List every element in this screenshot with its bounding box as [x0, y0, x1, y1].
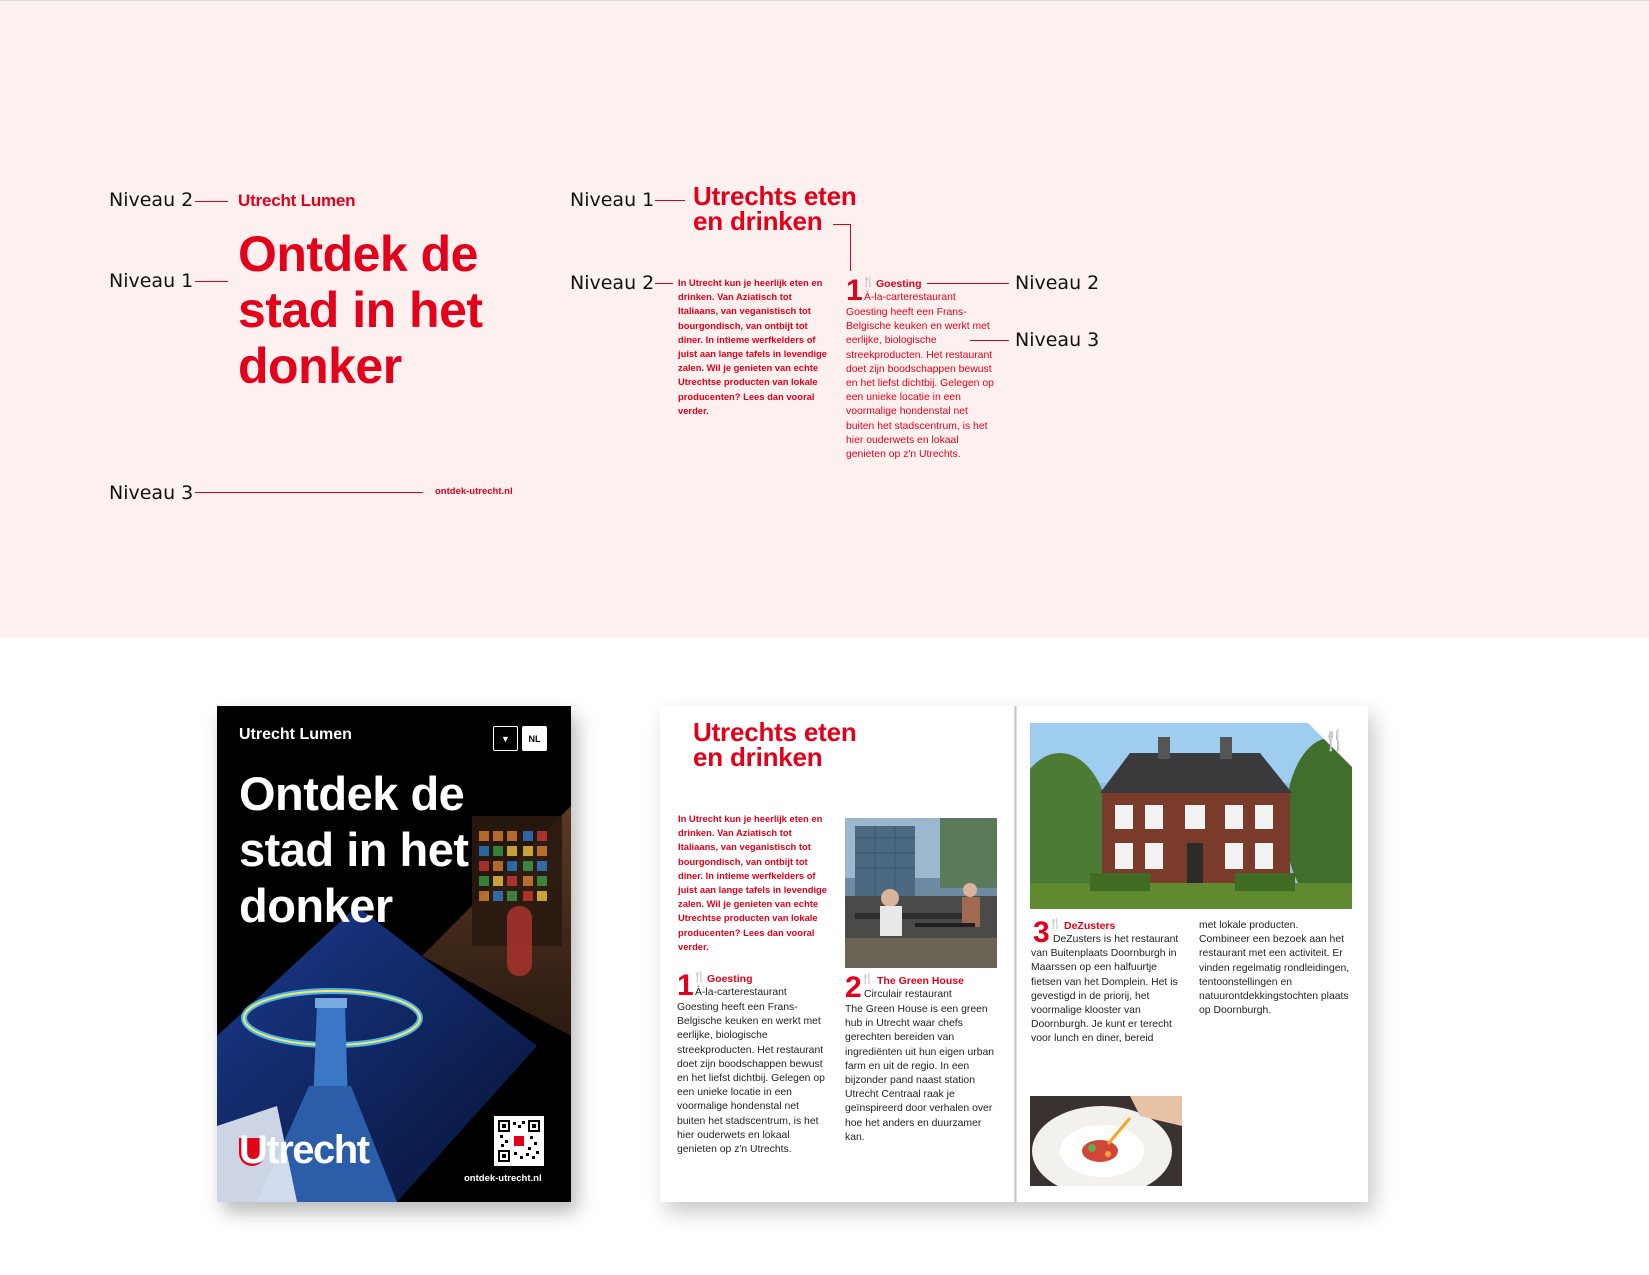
brochure-spec-headline — [693, 181, 857, 236]
brochure-spec-intro: In Utrecht kun je heerlijk eten en drinken. Van Aziatisch tot Italiaans, van veganistisch tot bourgondisch, van ontbijt tot diner. In intieme werfkelders of juist aan lange tafels in levendige zalen. Wil je genieten van echte Utrechtse producten van lokale producenten? Lees dan vooral verder. — [678, 277, 828, 416]
cutlery-icon: 🍴 — [1049, 919, 1062, 930]
level-label: Niveau 3 — [1015, 329, 1100, 351]
leader-line — [850, 224, 851, 271]
item-title: DeZusters — [1064, 920, 1116, 932]
item-subtitle: À-la-carterestaurant — [695, 987, 787, 998]
brochure-spine — [1014, 706, 1017, 1202]
poster-spec-subtitle: Utrecht Lumen — [238, 191, 356, 210]
level-label: Niveau 1 — [570, 189, 655, 211]
brochure-intro: In Utrecht kun je heerlijk eten en drinken. Van Aziatisch tot Italiaans, van veganistisch tot bourgondisch, van ontbijt tot diner. In intieme werfkelders of juist aan lange tafels in levendige zalen. Wil je genieten van echte Utrechtse producten van lokale producenten? Lees dan vooral verder. — [678, 813, 828, 952]
headline-line: en drinken — [693, 206, 823, 236]
item-subtitle: À-la-carterestaurant — [864, 292, 956, 303]
item-number: 1 — [677, 969, 694, 1002]
headline-line: Utrechts eten — [693, 181, 857, 211]
cutlery-icon: 🍴 — [1322, 730, 1347, 752]
item-title: Goesting — [876, 278, 922, 290]
leader-line — [655, 200, 685, 201]
brochure-spread — [660, 706, 1368, 1202]
cutlery-icon: 🍴 — [862, 277, 875, 288]
utrecht-logo: Utrecht — [239, 1128, 369, 1172]
qr-code-icon — [494, 1116, 544, 1166]
poster-subtitle: Utrecht Lumen — [239, 726, 352, 743]
leader-line — [970, 340, 1009, 341]
headline-line: en drinken — [693, 742, 823, 772]
leader-line — [927, 283, 1009, 284]
item-title: The Green House — [877, 975, 964, 987]
item-body: DeZusters is het restaurant van Buitenplaats Doornburgh in Maarssen op een halfuurtje fietsen van het Domplein. Het is gevestigd in de priorij, het voormalige klooster van Doornburgh. Je kunt er terecht voor lunch en diner, bereid — [1031, 934, 1179, 1045]
item-body: Goesting heeft een Frans-Belgische keuken en werkt met eerlijke, biologische streekproducten. Het restaurant doet zijn boodschappen bewust en het liefst dichtbij. Gelegen op een unieke locatie in een voormalige hondenstal net buiten het stadscentrum, is het hier ouderwets en lokaal genieten op z'n Utrechts. — [677, 1002, 825, 1156]
level-label: Niveau 1 — [109, 270, 194, 292]
vvv-logo-icon: ▼ — [493, 726, 518, 751]
item-title: Goesting — [707, 973, 753, 985]
level-label: Niveau 2 — [109, 189, 194, 211]
item-body-continued: met lokale producten. Combineer een bezoek aan het restaurant met een activiteit. Er vinden regelmatig rondleidingen, tentoonstellingen en natuurontdekkingstochten plaats op Doornburgh. — [1199, 920, 1350, 1017]
level-label: Niveau 2 — [570, 272, 655, 294]
dish-photo — [1030, 1096, 1182, 1186]
poster-url: ontdek-utrecht.nl — [464, 1173, 542, 1184]
item-number: 3 — [1033, 916, 1050, 949]
level-label: Niveau 3 — [109, 482, 194, 504]
poster-headline: Ontdek de stad in het donker — [239, 767, 469, 932]
language-badge: NL — [522, 726, 547, 751]
greenhouse-photo — [845, 818, 997, 968]
headline-line: Utrechts eten — [693, 717, 857, 747]
item-subtitle: Circulair restaurant — [864, 989, 952, 1000]
cutlery-icon: 🍴 — [861, 974, 874, 985]
leader-line — [195, 281, 228, 282]
leader-line — [195, 201, 228, 202]
brochure-headline — [693, 717, 857, 772]
item-number: 1 — [846, 274, 863, 307]
poster — [217, 706, 571, 1202]
poster-spec-url: ontdek-utrecht.nl — [435, 486, 513, 497]
level-label: Niveau 2 — [1015, 272, 1100, 294]
cutlery-icon: 🍴 — [693, 972, 706, 983]
item-body: Goesting heeft een Frans-Belgische keuken en werkt met eerlijke, biologische streekproducten. Het restaurant doet zijn boodschappen bewust en het liefst dichtbij. Gelegen op een unieke locatie in een voormalige hondenstal net buiten het stadscentrum, is het hier ouderwets en lokaal genieten op z'n Utrechts. — [846, 307, 994, 461]
leader-line — [195, 492, 423, 493]
poster-spec-headline: Ontdek de stad in het donker — [238, 226, 483, 394]
leader-line — [655, 283, 673, 284]
mansion-photo — [1030, 723, 1352, 909]
leader-line — [833, 224, 850, 225]
item-number: 2 — [845, 971, 862, 1004]
item-body: The Green House is een green hub in Utrecht waar chefs gerechten bereiden van ingrediënten uit hun eigen urban farm en uit de regio. In een bijzonder pand naast station Utrecht Centraal raak je geïnspireerd door verhalen over hoe het anders en duurzamer kan. — [845, 1004, 995, 1143]
